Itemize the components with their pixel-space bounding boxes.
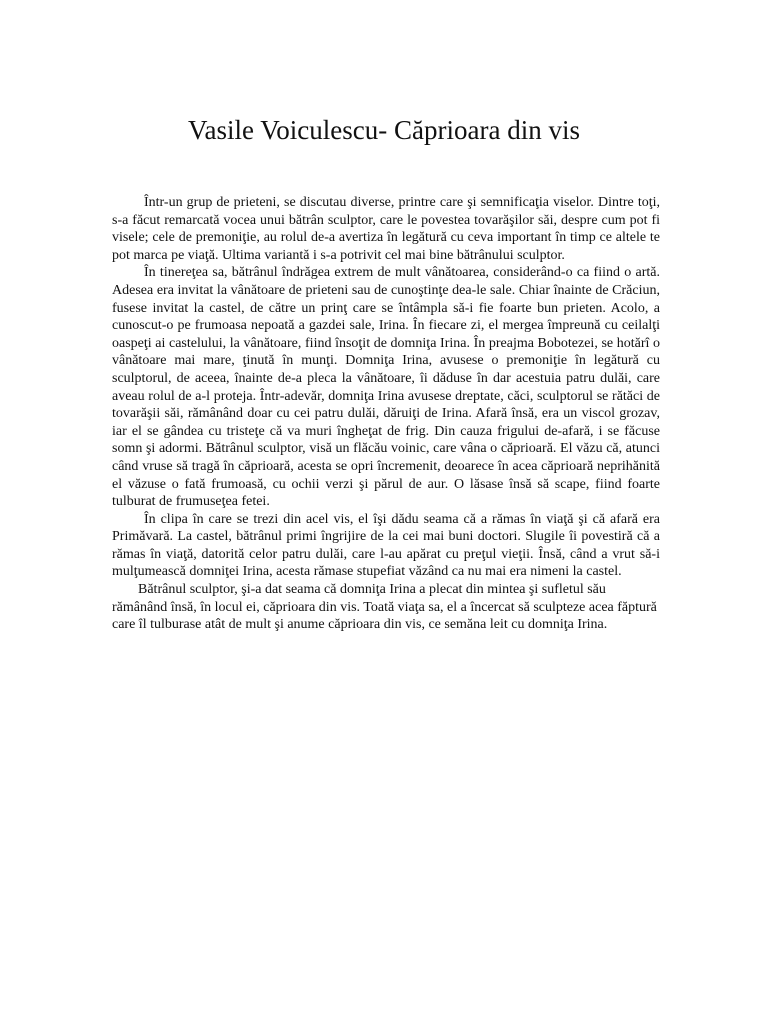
paragraph-4: Bătrânul sculptor, şi-a dat seama că domniţa Irina a plecat din mintea şi sufletul său rămânând însă, în locul ei, căprioara din vis. Toată viaţa sa, el a încercat să sculpteze acea făptură care îl tulburase atât de mult şi anume căprioara din vis, ce semăna leit cu domniţa Irina. (112, 582, 657, 633)
paragraph-1: Într-un grup de prieteni, se discutau diverse, printre care şi semnificaţia viselor. Dintre toţi, s-a făcut remarcată vocea unui bătrân sculptor, care le povestea tovarăşilor săi, despre cum pot fi visele; cele de premoniţie, au rolul de-a avertiza în legătură cu ceva important în timp ce altele te pot marca pe viaţă. Ultima variantă i s-a potrivit cel mai bine bătrânului sculptor. (112, 195, 660, 263)
paragraph-3: În clipa în care se trezi din acel vis, el îşi dădu seama că a rămas în viaţă şi că afară era Primăvară. La castel, bătrânul primi îngrijire de la cei mai buni doctori. Slugile îi povestiră că a rămas în viaţă, datorită celor patru dulăi, care l-au apărat cu preţul vieţii. Însă, când a vrut să-i mulţumească domniţei Irina, acesta rămase stupefiat văzând ca nu mai era nimeni la castel. (112, 511, 660, 580)
document-title: Vasile Voiculescu- Căprioara din vis (188, 115, 580, 145)
document-body (112, 194, 660, 634)
paragraph-2: În tinereţea sa, bătrânul îndrăgea extrem de mult vânătoarea, considerând-o ca fiind o artă. Adesea era invitat la vânătoare de prieteni sau de cunoştinţe dea-le sale. Chiar înainte de Crăciun, fusese invitat la castel, de către un prinţ care se întâmpla să-i fie foarte bun prieten. Acolo, a cunoscut-o pe frumoasa nepoată a gazdei sale, Irina. În fiecare zi, el mergea împreună cu ceilalţi oaspeţi ai castelului, la vânătoare, fiind însoţit de domniţa Irina. În preajma Bobotezei, se hotărî o vânătoare mai mare, ţinută în munţi. Domniţa Irina, avusese o premoniţie în legătură cu sculptorul, de aceea, înainte de-a pleca la vânătoare, îi dăduse în dar acestuia patru dulăi, care aveau rolul de a-l proteja. Într-adevăr, domniţa Irina avusese dreptate, căci, sculptorul se rătăci de tovarăşii săi, rămânând doar cu cei patru dulăi, dăruiţi de Irina. Afară însă, era un viscol grozav, iar el se gândea cu tristeţe că va muri îngheţat de frig. Din cauza frigului de-afară, i se făcuse somn şi adormi. Bătrânul sculptor, visă un flăcău voinic, care vâna o căprioară. El văzu că, atunci când vruse să tragă în căprioară, acesta se opri încremenit, deoarece în acea căprioară neprihănită el văzuse o fată frumoasă, cu ochii verzi şi părul de aur. O lăsase însă să scape, fiind foarte tulburat de frumuseţea fetei. (112, 265, 660, 510)
